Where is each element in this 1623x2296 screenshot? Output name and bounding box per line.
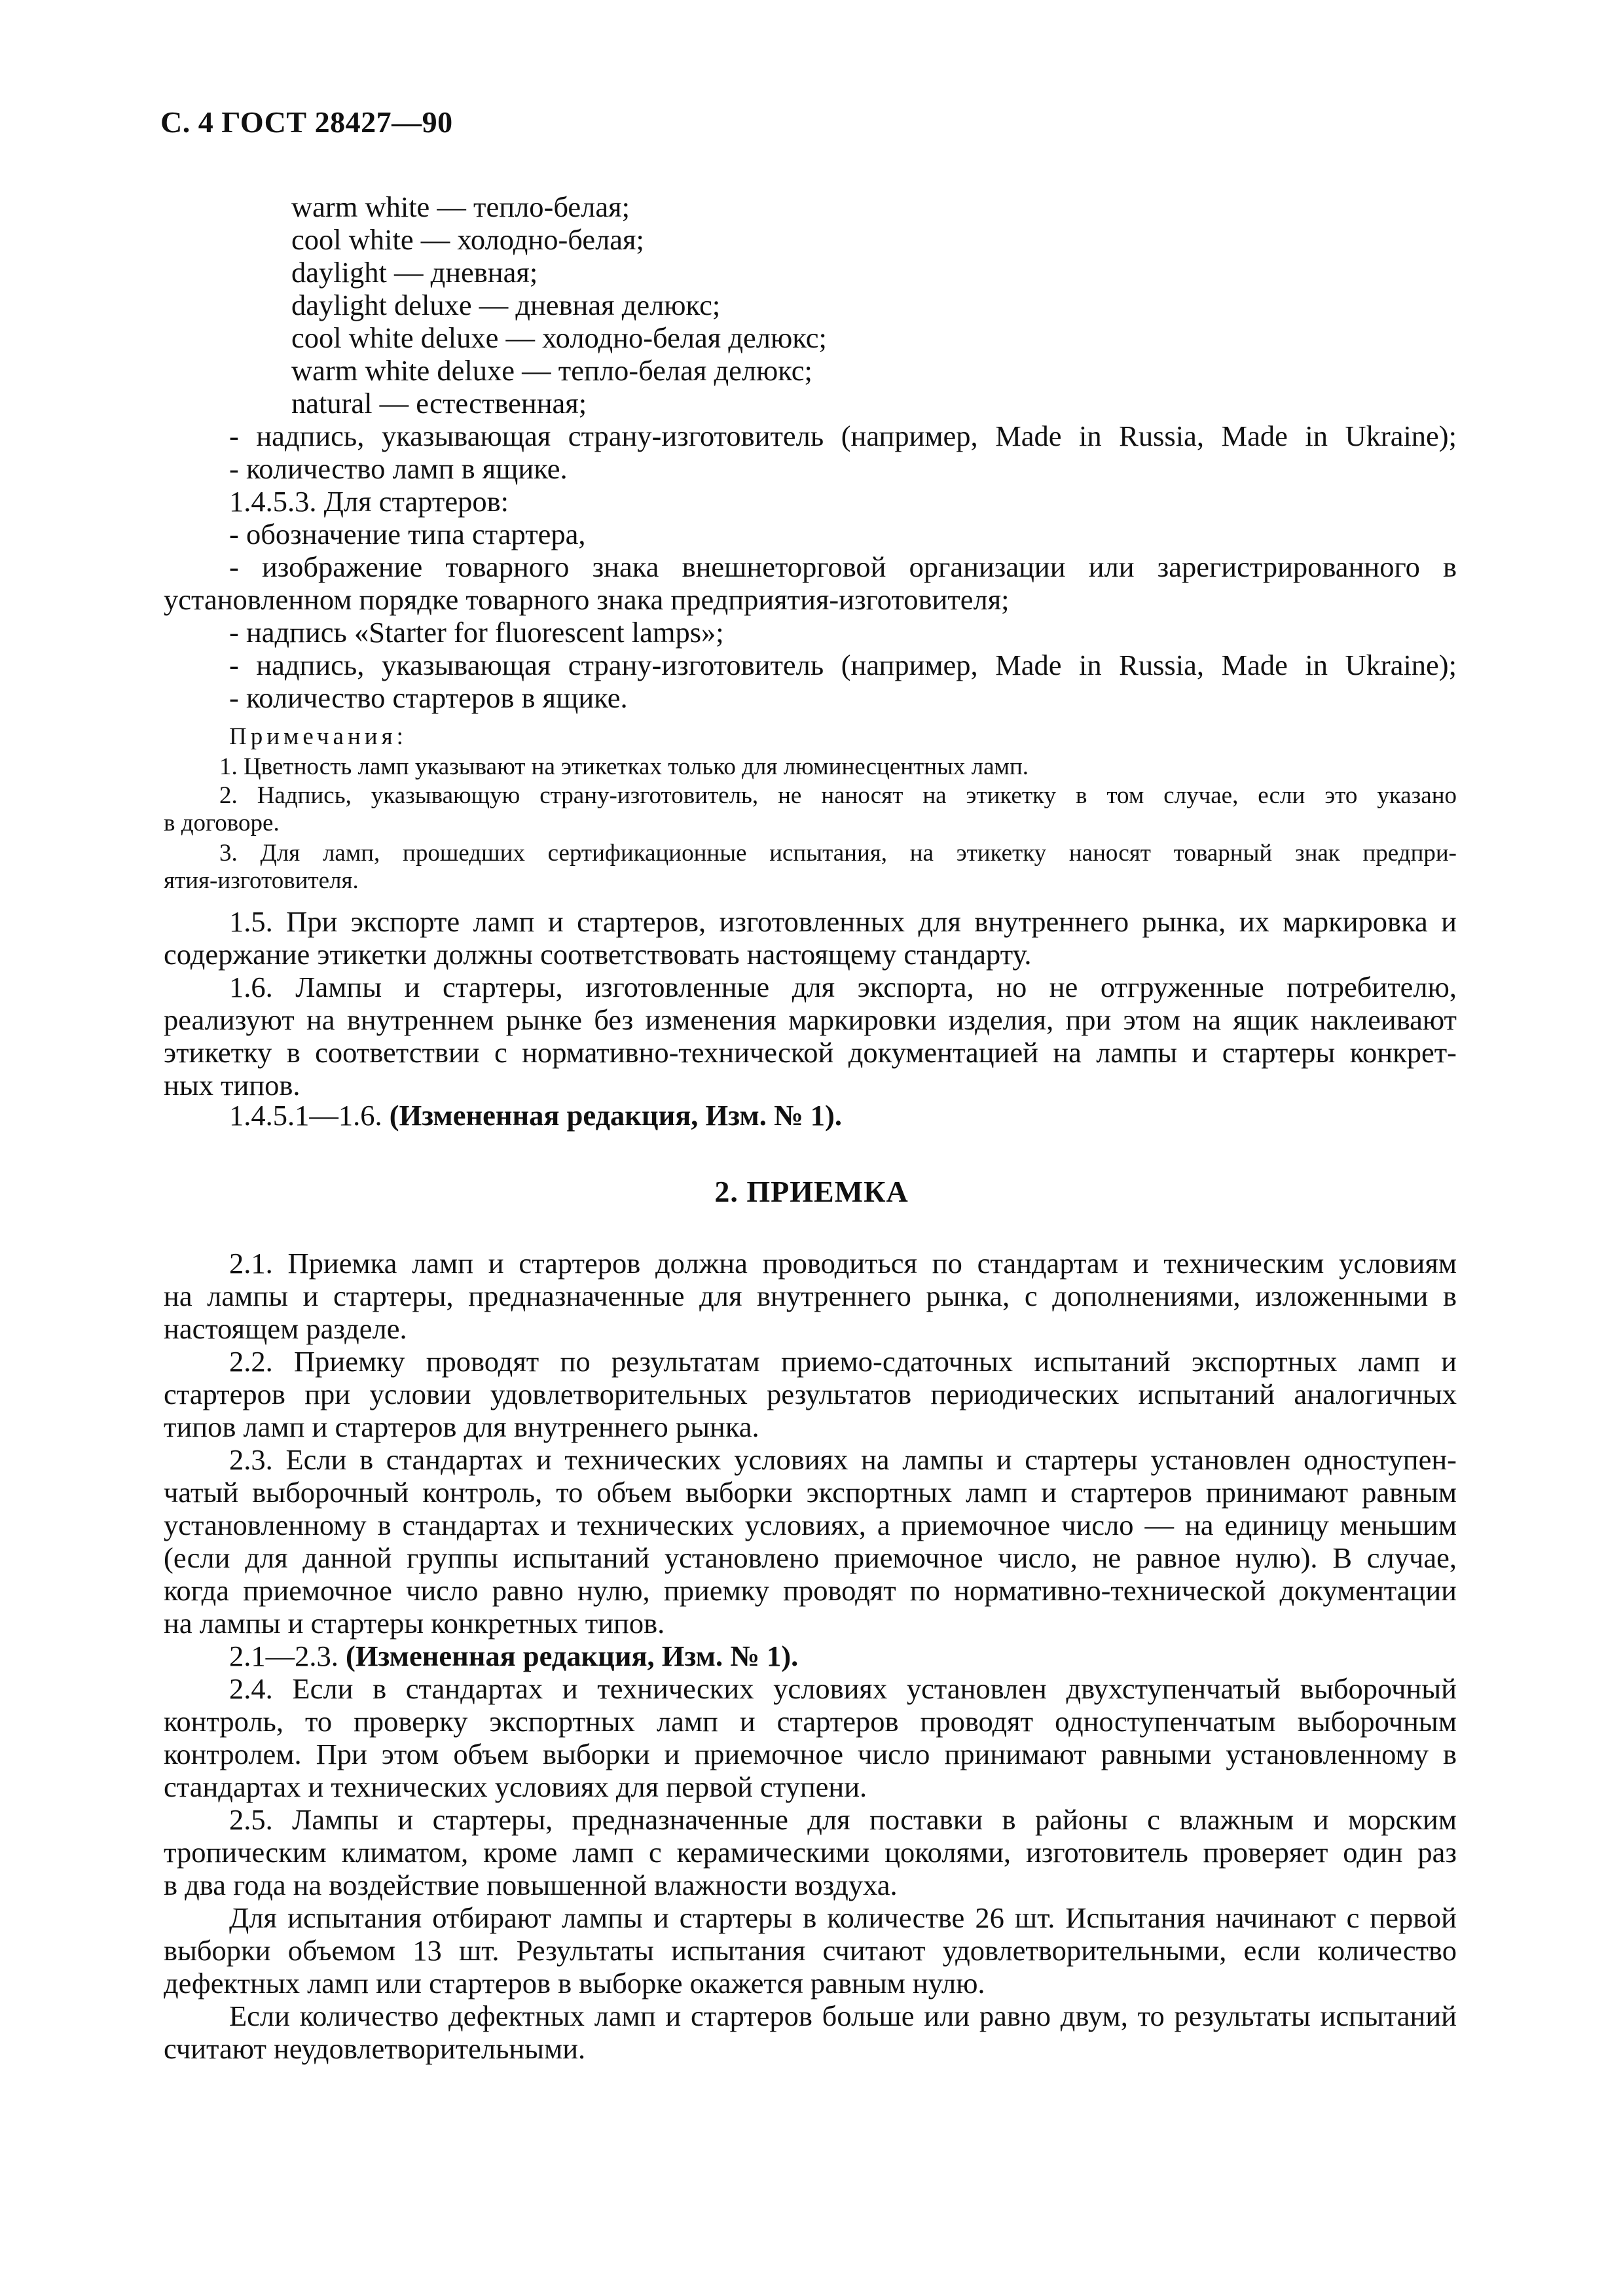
text-line: когда приемочное число равно нулю, приемку проводят по нормативно-технической документации [164, 1574, 1457, 1607]
note-line: в договоре. [164, 810, 280, 836]
text-line: на лампы и стартеры конкретных типов. [164, 1607, 665, 1640]
notes-title: Примечания: [229, 723, 407, 750]
note-line: ятия-изготовителя. [164, 867, 359, 894]
text-line: (если для данной группы испытаний установлено приемочное число, не равное нулю). В случае, [164, 1541, 1457, 1574]
text-line: Если количество дефектных ламп и стартеров больше или равно двум, то результаты испытаний [229, 2000, 1457, 2032]
text-line: считают неудовлетворительными. [164, 2032, 586, 2065]
text-line: установленному в стандартах и технических условиях, а приемочное число — на единицу меньшим [164, 1509, 1457, 1541]
text-line: выборки объемом 13 шт. Результаты испытания считают удовлетворительными, если количество [164, 1934, 1457, 1967]
note-line: 3. Для ламп, прошедших сертификационные испытания, на этикетку наносят товарный знак предпри- [219, 840, 1457, 867]
text-line: - количество стартеров в ящике. [229, 681, 628, 714]
text-line: - количество ламп в ящике. [229, 452, 568, 485]
color-list-item: cool white deluxe — холодно-белая делюкс; [291, 321, 827, 354]
text-line: реализуют на внутреннем рынке без изменения маркировки изделия, при этом на ящик наклеивают [164, 1003, 1457, 1036]
text-line: в два года на воздействие повышенной влажности воздуха. [164, 1869, 898, 1901]
page-header: С. 4 ГОСТ 28427—90 [160, 105, 453, 139]
text-line: 2.3. Если в стандартах и технических условиях на лампы и стартеры установлен одноступен- [229, 1443, 1457, 1476]
text-line: чатый выборочный контроль, то объем выборки экспортных ламп и стартеров принимают равным [164, 1476, 1457, 1509]
amendment-note [229, 1640, 1457, 1672]
text-line: стартеров при условии удовлетворительных результатов периодических испытаний аналогичных [164, 1378, 1457, 1410]
color-list-item: warm white deluxe — тепло-белая делюкс; [291, 354, 812, 387]
text-line: 2.2. Приемку проводят по результатам приемо-сдаточных испытаний экспортных ламп и [229, 1345, 1457, 1378]
amendment-ref: 2.1—2.3. [229, 1640, 338, 1672]
text-line: 1.6. Лампы и стартеры, изготовленные для экспорта, но не отгруженные потребителю, [229, 971, 1457, 1003]
text-line: контроль, то проверку экспортных ламп и стартеров проводят одноступенчатым выборочным [164, 1705, 1457, 1738]
text-line: стандартах и технических условиях для первой ступени. [164, 1770, 867, 1803]
text-line: - изображение товарного знака внешнеторговой организации или зарегистрированного в [229, 550, 1457, 583]
text-line: 1.5. При экспорте ламп и стартеров, изготовленных для внутреннего рынка, их маркировка и [229, 905, 1457, 938]
text-line: ных типов. [164, 1069, 301, 1102]
text-line: - надпись, указывающая страну-изготовитель (например, Made in Russia, Made in Ukraine); [229, 649, 1457, 681]
text-line: 2.1. Приемка ламп и стартеров должна проводиться по стандартам и техническим условиям [229, 1247, 1457, 1280]
color-list-item: daylight deluxe — дневная делюкс; [291, 289, 721, 321]
color-list-item: cool white — холодно-белая; [291, 223, 644, 256]
text-line: настоящем разделе. [164, 1312, 407, 1345]
text-line: тропическим климатом, кроме ламп с керамическими цоколями, изготовитель проверяет один раз [164, 1836, 1457, 1869]
text-line: установленном порядке товарного знака предприятия-изготовителя; [164, 583, 1010, 616]
note-line: 2. Надпись, указывающую страну-изготовитель, не наносят на этикетку в том случае, если это указано [219, 782, 1457, 809]
note-line: 1. Цветность ламп указывают на этикетках только для люминесцентных ламп. [219, 753, 1029, 780]
text-line: 2.5. Лампы и стартеры, предназначенные для поставки в районы с влажным и морским [229, 1803, 1457, 1836]
text-line: контролем. При этом объем выборки и приемочное число принимают равными установленному в [164, 1738, 1457, 1770]
color-list-item: natural — естественная; [291, 387, 587, 420]
section-title: 2. ПРИЕМКА [714, 1175, 909, 1208]
text-line: этикетку в соответствии с нормативно-технической документацией на лампы и стартеры конкрет- [164, 1036, 1457, 1069]
text-line: - надпись «Starter for fluorescent lamps»; [229, 616, 724, 649]
text-line: - надпись, указывающая страну-изготовитель (например, Made in Russia, Made in Ukraine); [229, 420, 1457, 452]
amendment-text: (Измененная редакция, Изм. № 1). [389, 1099, 842, 1132]
amendment-text: (Измененная редакция, Изм. № 1). [346, 1640, 799, 1672]
color-list-item: warm white — тепло-белая; [291, 190, 630, 223]
text-line: на лампы и стартеры, предназначенные для внутреннего рынка, с дополнениями, изложенными в [164, 1280, 1457, 1312]
amendment-note [229, 1100, 1457, 1132]
color-list-item: daylight — дневная; [291, 256, 538, 289]
text-line: 2.4. Если в стандартах и технических условиях установлен двухступенчатый выборочный [229, 1672, 1457, 1705]
text-line: содержание этикетки должны соответствовать настоящему стандарту. [164, 938, 1032, 971]
amendment-ref: 1.4.5.1—1.6. [229, 1099, 382, 1132]
text-line: - обозначение типа стартера, [229, 518, 586, 550]
text-line: дефектных ламп или стартеров в выборке окажется равным нулю. [164, 1967, 985, 2000]
text-line: типов ламп и стартеров для внутреннего рынка. [164, 1410, 759, 1443]
text-line: 1.4.5.3. Для стартеров: [229, 485, 509, 518]
text-line: Для испытания отбирают лампы и стартеры в количестве 26 шт. Испытания начинают с первой [229, 1901, 1457, 1934]
